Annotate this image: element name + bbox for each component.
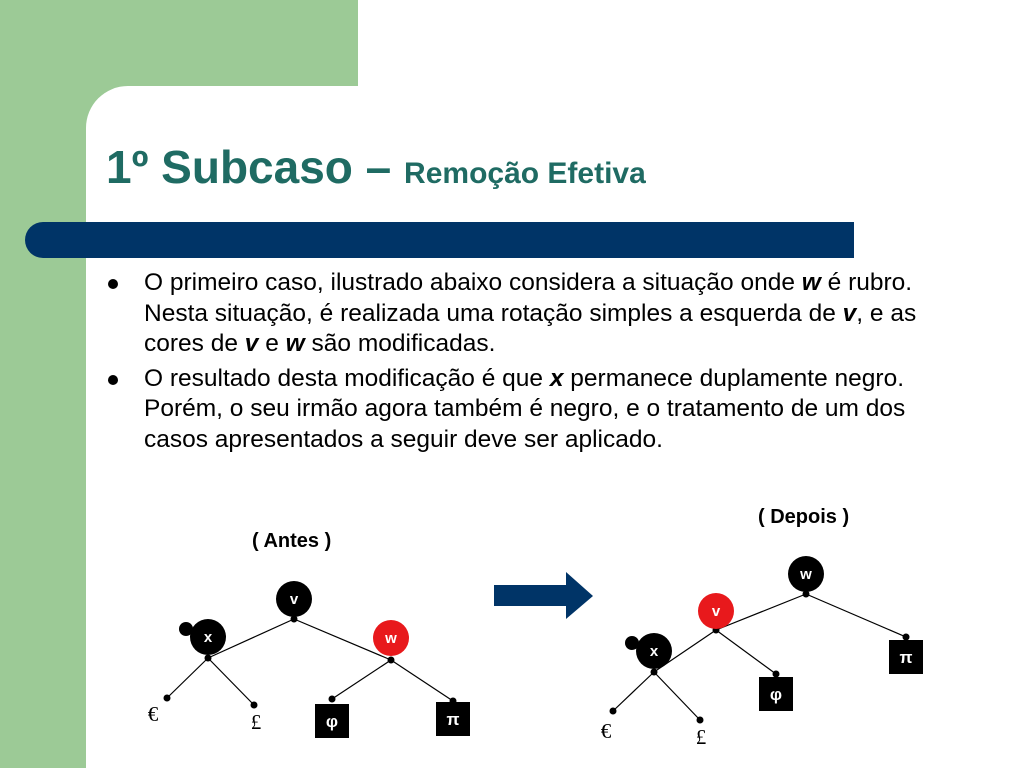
- bullet-text: permanece duplamente negro. Porém, o seu irmão agora também é negro, e o tratamento de um dos casos apresentados a seguir deve ser aplicado.: [144, 364, 906, 453]
- slide-title-main: 1º Subcaso –: [106, 141, 405, 193]
- tree-edge: [654, 672, 700, 720]
- tree-after: [601, 556, 923, 749]
- tree-edge: [716, 630, 776, 674]
- bullet-text: O primeiro caso, ilustrado abaixo considera a situação onde: [144, 269, 802, 296]
- bullet-text: é rubro. Nesta situação, é realizada uma rotação simples a esquerda de: [144, 269, 913, 327]
- bullet-variable: w: [801, 269, 821, 296]
- bullet-text: são modificadas.: [304, 330, 496, 357]
- subtree-label: φ: [325, 712, 339, 731]
- tree-edge: [208, 658, 254, 705]
- tree-node-label: x: [649, 643, 659, 660]
- tree-node-label: w: [800, 566, 812, 583]
- edge-anchor-dot: [610, 708, 617, 715]
- leaf-symbol: €: [600, 719, 612, 743]
- tree-node-label: v: [289, 591, 299, 608]
- edge-anchor-dot: [773, 671, 780, 678]
- bullet-text: O resultado desta modificação é que: [144, 364, 550, 392]
- edge-anchor-dot: [697, 717, 704, 724]
- slide-title-subtitle: Remoção Efetiva: [404, 157, 646, 190]
- edge-anchor-dot: [388, 657, 395, 664]
- bullet-text: , e as cores de: [144, 299, 917, 357]
- transition-arrow-icon: [494, 572, 593, 619]
- tree-node-label: x: [203, 629, 213, 646]
- edge-anchor-dot: [205, 655, 212, 662]
- edge-anchor-dot: [164, 695, 171, 702]
- leaf-symbol: £: [250, 710, 262, 734]
- edge-anchor-dot: [329, 696, 336, 703]
- tree-before: [148, 581, 470, 738]
- edge-anchor-dot: [651, 669, 658, 676]
- leaf-symbol: £: [695, 725, 707, 749]
- caption-after: ( Depois ): [758, 506, 850, 528]
- edge-anchor-dot: [251, 702, 258, 709]
- caption-before: ( Antes ): [252, 530, 332, 552]
- tree-node-label: w: [385, 630, 397, 647]
- subtree-label: φ: [769, 685, 783, 704]
- bullet-variable: x: [549, 364, 564, 392]
- bullet-variable: w: [285, 330, 305, 357]
- bullet-text: e: [258, 330, 286, 357]
- bullet-variable: v: [842, 299, 857, 327]
- tree-edge: [391, 660, 453, 701]
- subtree-label: π: [899, 648, 913, 667]
- tree-node-label: v: [711, 603, 721, 620]
- tree-edge: [332, 660, 391, 699]
- edge-anchor-dot: [903, 634, 910, 641]
- bullet-variable: v: [244, 330, 259, 357]
- tree-edge: [613, 672, 654, 711]
- leaf-symbol: €: [147, 702, 159, 726]
- tree-edge: [167, 658, 208, 698]
- subtree-label: π: [446, 710, 460, 729]
- tree-edge: [806, 594, 906, 637]
